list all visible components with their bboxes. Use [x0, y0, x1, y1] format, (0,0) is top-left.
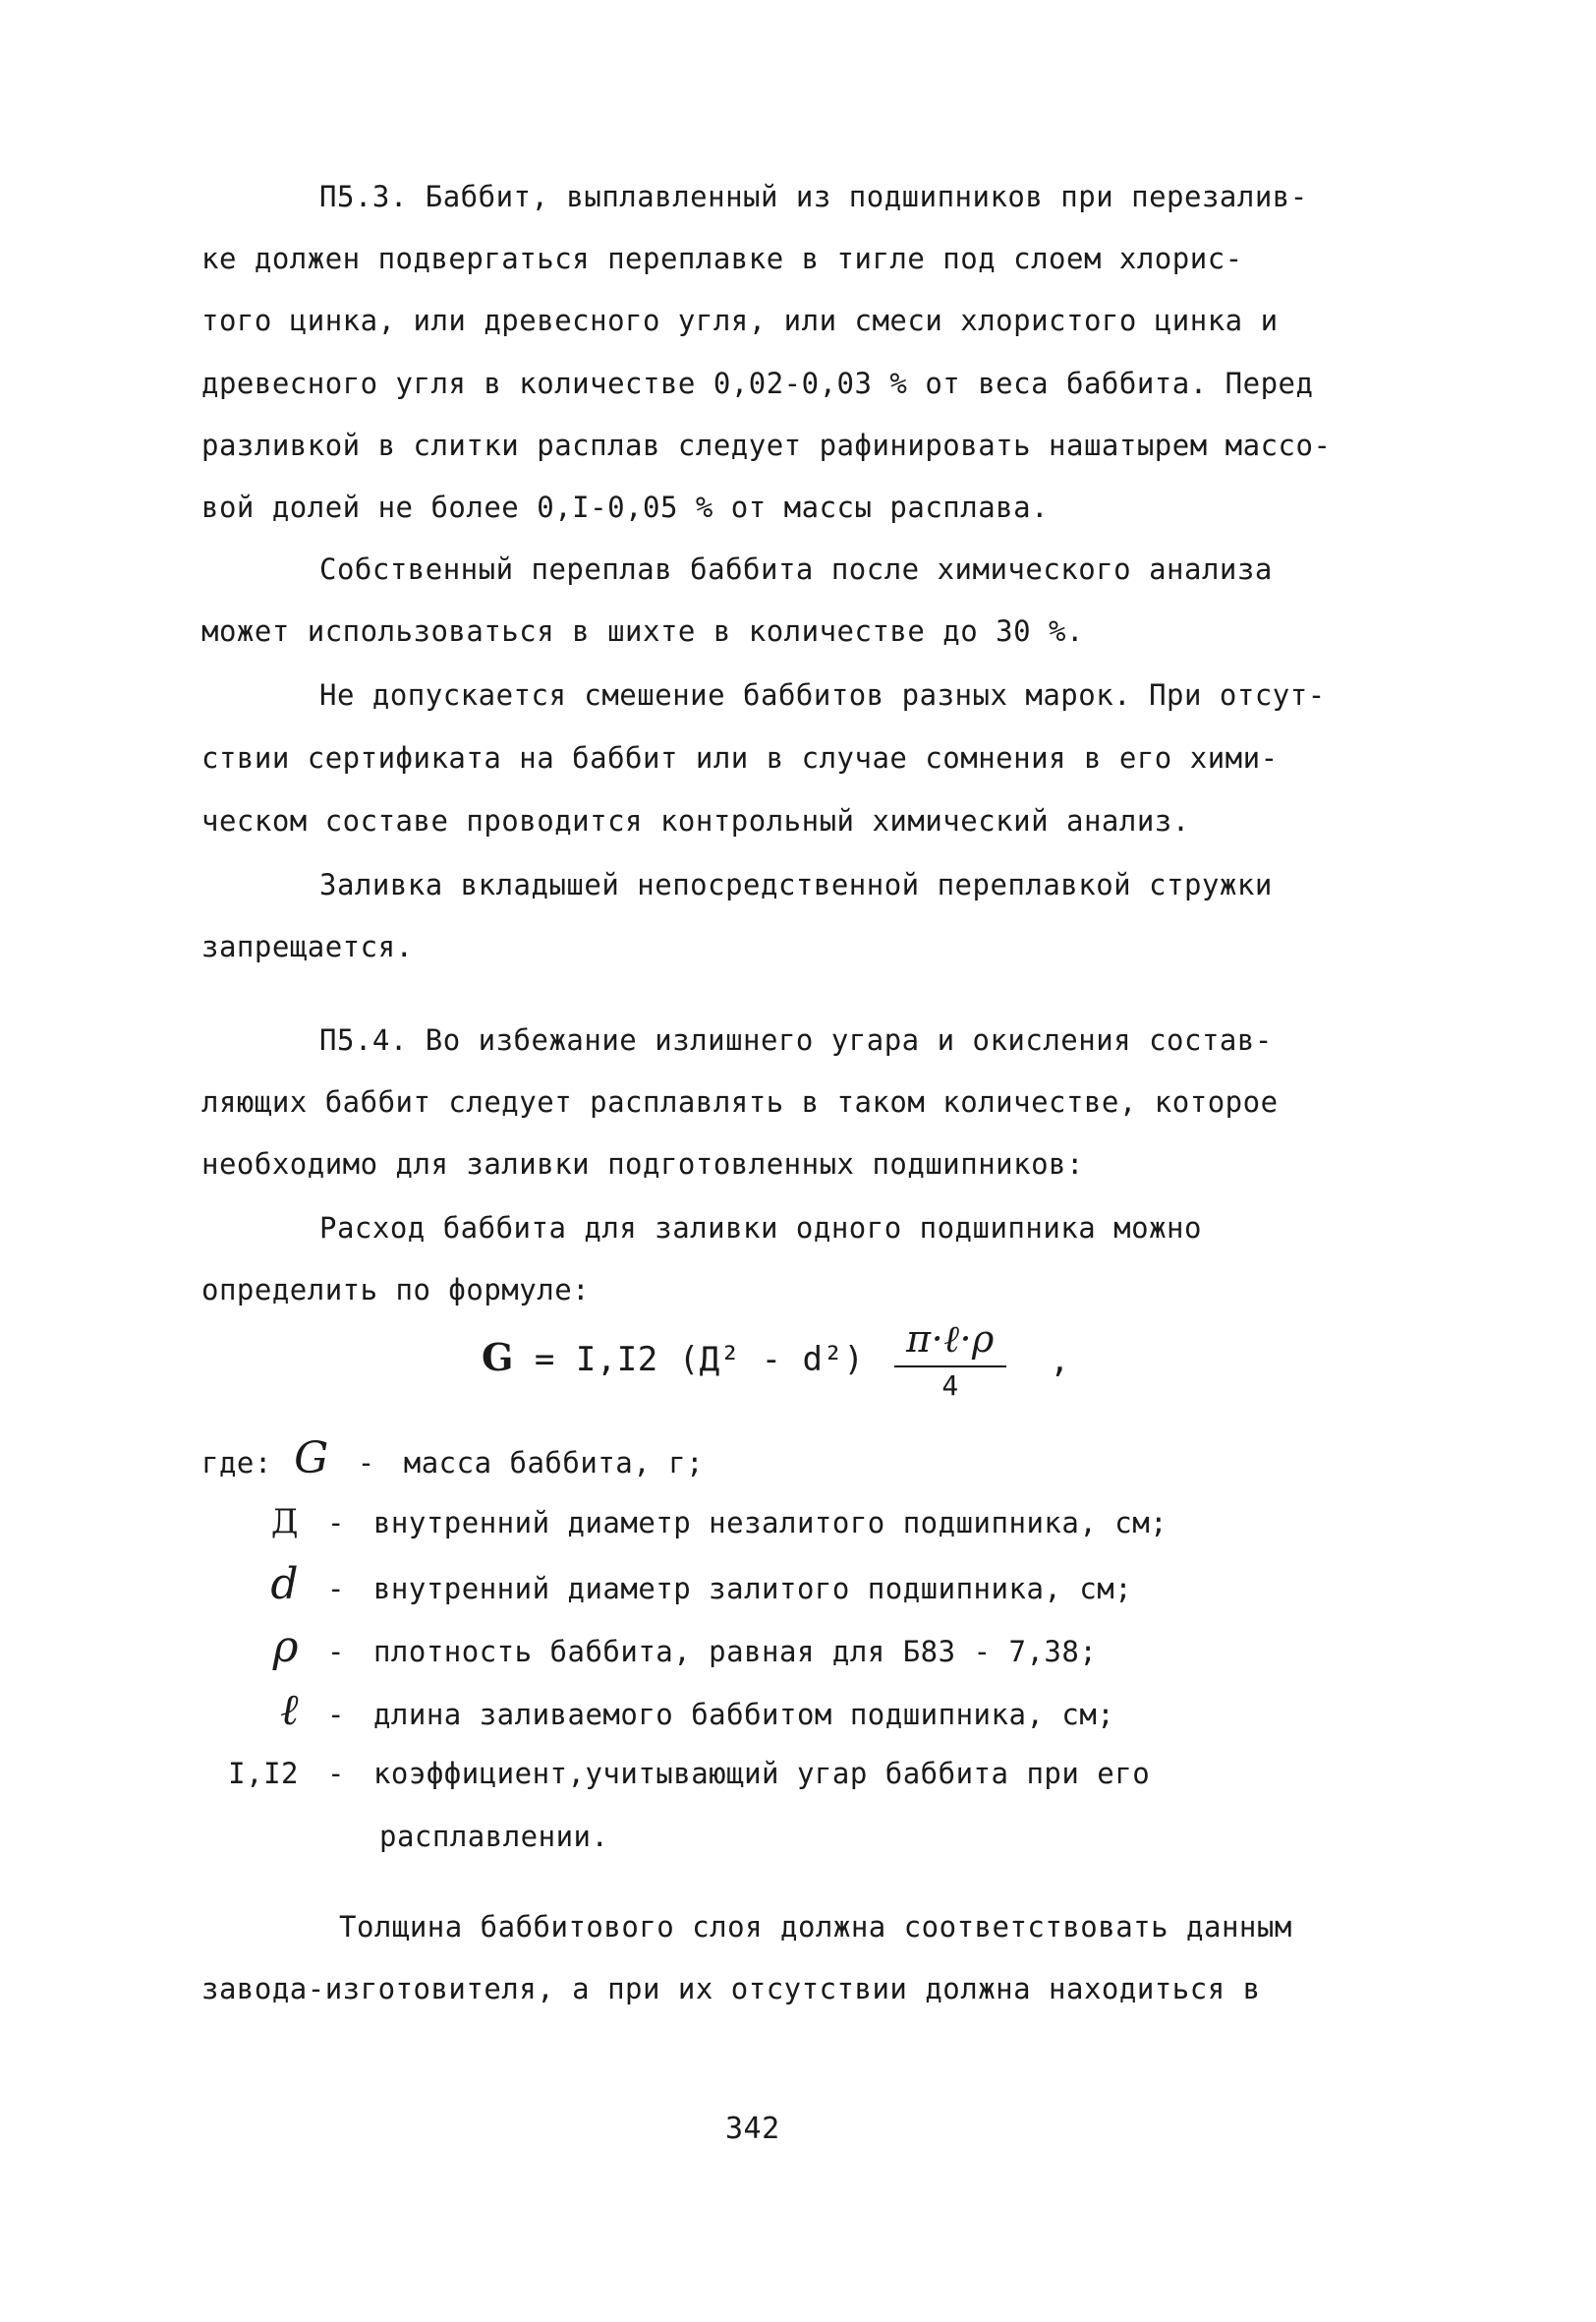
babbitt-mass-formula [482, 1317, 1111, 1425]
glossary-symbol: ℓ [280, 1685, 299, 1735]
glossary-dash: - [326, 1698, 345, 1731]
page-number: 342 [725, 2112, 780, 2146]
thickness-line-1: Толщина баббитового слоя должна соответствовать данным [339, 1910, 1292, 1944]
p53-line-5: разливкой в слитки расплав следует рафинировать нашатырем массо- [201, 429, 1332, 462]
glossary-item-outer-diameter [236, 1500, 1168, 1544]
glossary-text: длина заливаемого баббитом подшипника, см; [372, 1698, 1115, 1731]
thickness-line-2: завода-изготовителя, а при их отсутствии должна находиться в [201, 1972, 1261, 2005]
own-remelt-line-1: Собственный переплав баббита после химического анализа [319, 552, 1273, 586]
glossary-dash: - [326, 1757, 345, 1790]
glossary-text: внутренний диаметр незалитого подшипника, см; [372, 1506, 1168, 1539]
glossary-text: внутренний диаметр залитого подшипника, см; [372, 1572, 1133, 1605]
p54-line-2: ляющих баббит следует расплавлять в таком количестве, которое [201, 1085, 1279, 1119]
glossary-text: коэффициент,учитывающий угар баббита при его [372, 1757, 1151, 1790]
mixing-line-1: Не допускается смешение баббитов разных марок. При отсут- [319, 678, 1326, 712]
glossary-item-length [236, 1685, 1115, 1736]
formula-denominator: 4 [941, 1369, 959, 1402]
p53-line-3: того цинка, или древесного угля, или смеси хлористого цинка и [201, 304, 1279, 337]
glossary-lead: где: [201, 1446, 272, 1480]
p54-line-1: П5.4. Во избежание излишнего угара и окисления состав- [319, 1023, 1273, 1057]
glossary-symbol: d [270, 1559, 299, 1609]
glossary-continuation: расплавлении. [379, 1820, 609, 1853]
chips-line-1: Заливка вкладышей непосредственной переплавкой стружки [319, 868, 1273, 901]
glossary-dash: - [326, 1572, 345, 1605]
p53-line-1: П5.3. Баббит, выплавленный из подшипников при перезалив- [319, 180, 1308, 213]
p53-line-4: древесного угля в количестве 0,02-0,03 % от веса баббита. Перед [201, 367, 1314, 400]
p54-line-3: необходимо для заливки подготовленных подшипников: [201, 1147, 1084, 1181]
glossary-dash: - [326, 1506, 345, 1539]
glossary-text: масса баббита, г; [403, 1446, 705, 1480]
glossary-item-inner-diameter [236, 1559, 1133, 1610]
glossary-text: плотность баббита, равная для Б83 - 7,38; [372, 1635, 1098, 1668]
glossary-symbol: G [294, 1433, 329, 1483]
mixing-line-3: ческом составе проводится контрольный химический анализ. [201, 804, 1190, 838]
formula-trailing-comma: , [1050, 1341, 1070, 1380]
formula-numerator: π·ℓ·ρ [894, 1317, 1006, 1367]
formula-left-side [482, 1335, 864, 1379]
own-remelt-line-2: может использоваться в шихте в количестве до 30 %. [201, 614, 1084, 648]
mixing-line-2: ствии сертификата на баббит или в случае сомнения в его хими- [201, 741, 1279, 775]
glossary-symbol: I,I2 [228, 1757, 299, 1790]
consumption-line-1: Расход баббита для заливки одного подшипника можно [319, 1211, 1202, 1245]
formula-equals-part: = I,I2 (Д² - d²) [513, 1340, 865, 1379]
glossary-item-mass [201, 1433, 705, 1484]
glossary-symbol: Д [270, 1502, 299, 1541]
glossary-dash: - [357, 1446, 375, 1480]
glossary-item-coefficient [201, 1752, 1150, 1795]
p53-line-6: вой долей не более 0,I-0,05 % от массы расплава. [201, 491, 1050, 524]
glossary-item-density [236, 1622, 1098, 1673]
consumption-line-2: определить по формуле: [201, 1273, 591, 1306]
p53-line-2: ке должен подвергаться переплавке в тигле под слоем хлорис- [201, 242, 1243, 275]
formula-fraction [867, 1317, 1034, 1402]
chips-line-2: запрещается. [201, 930, 414, 963]
formula-lhs: G [482, 1335, 514, 1379]
glossary-symbol: ρ [272, 1622, 299, 1672]
glossary-dash: - [326, 1635, 345, 1668]
